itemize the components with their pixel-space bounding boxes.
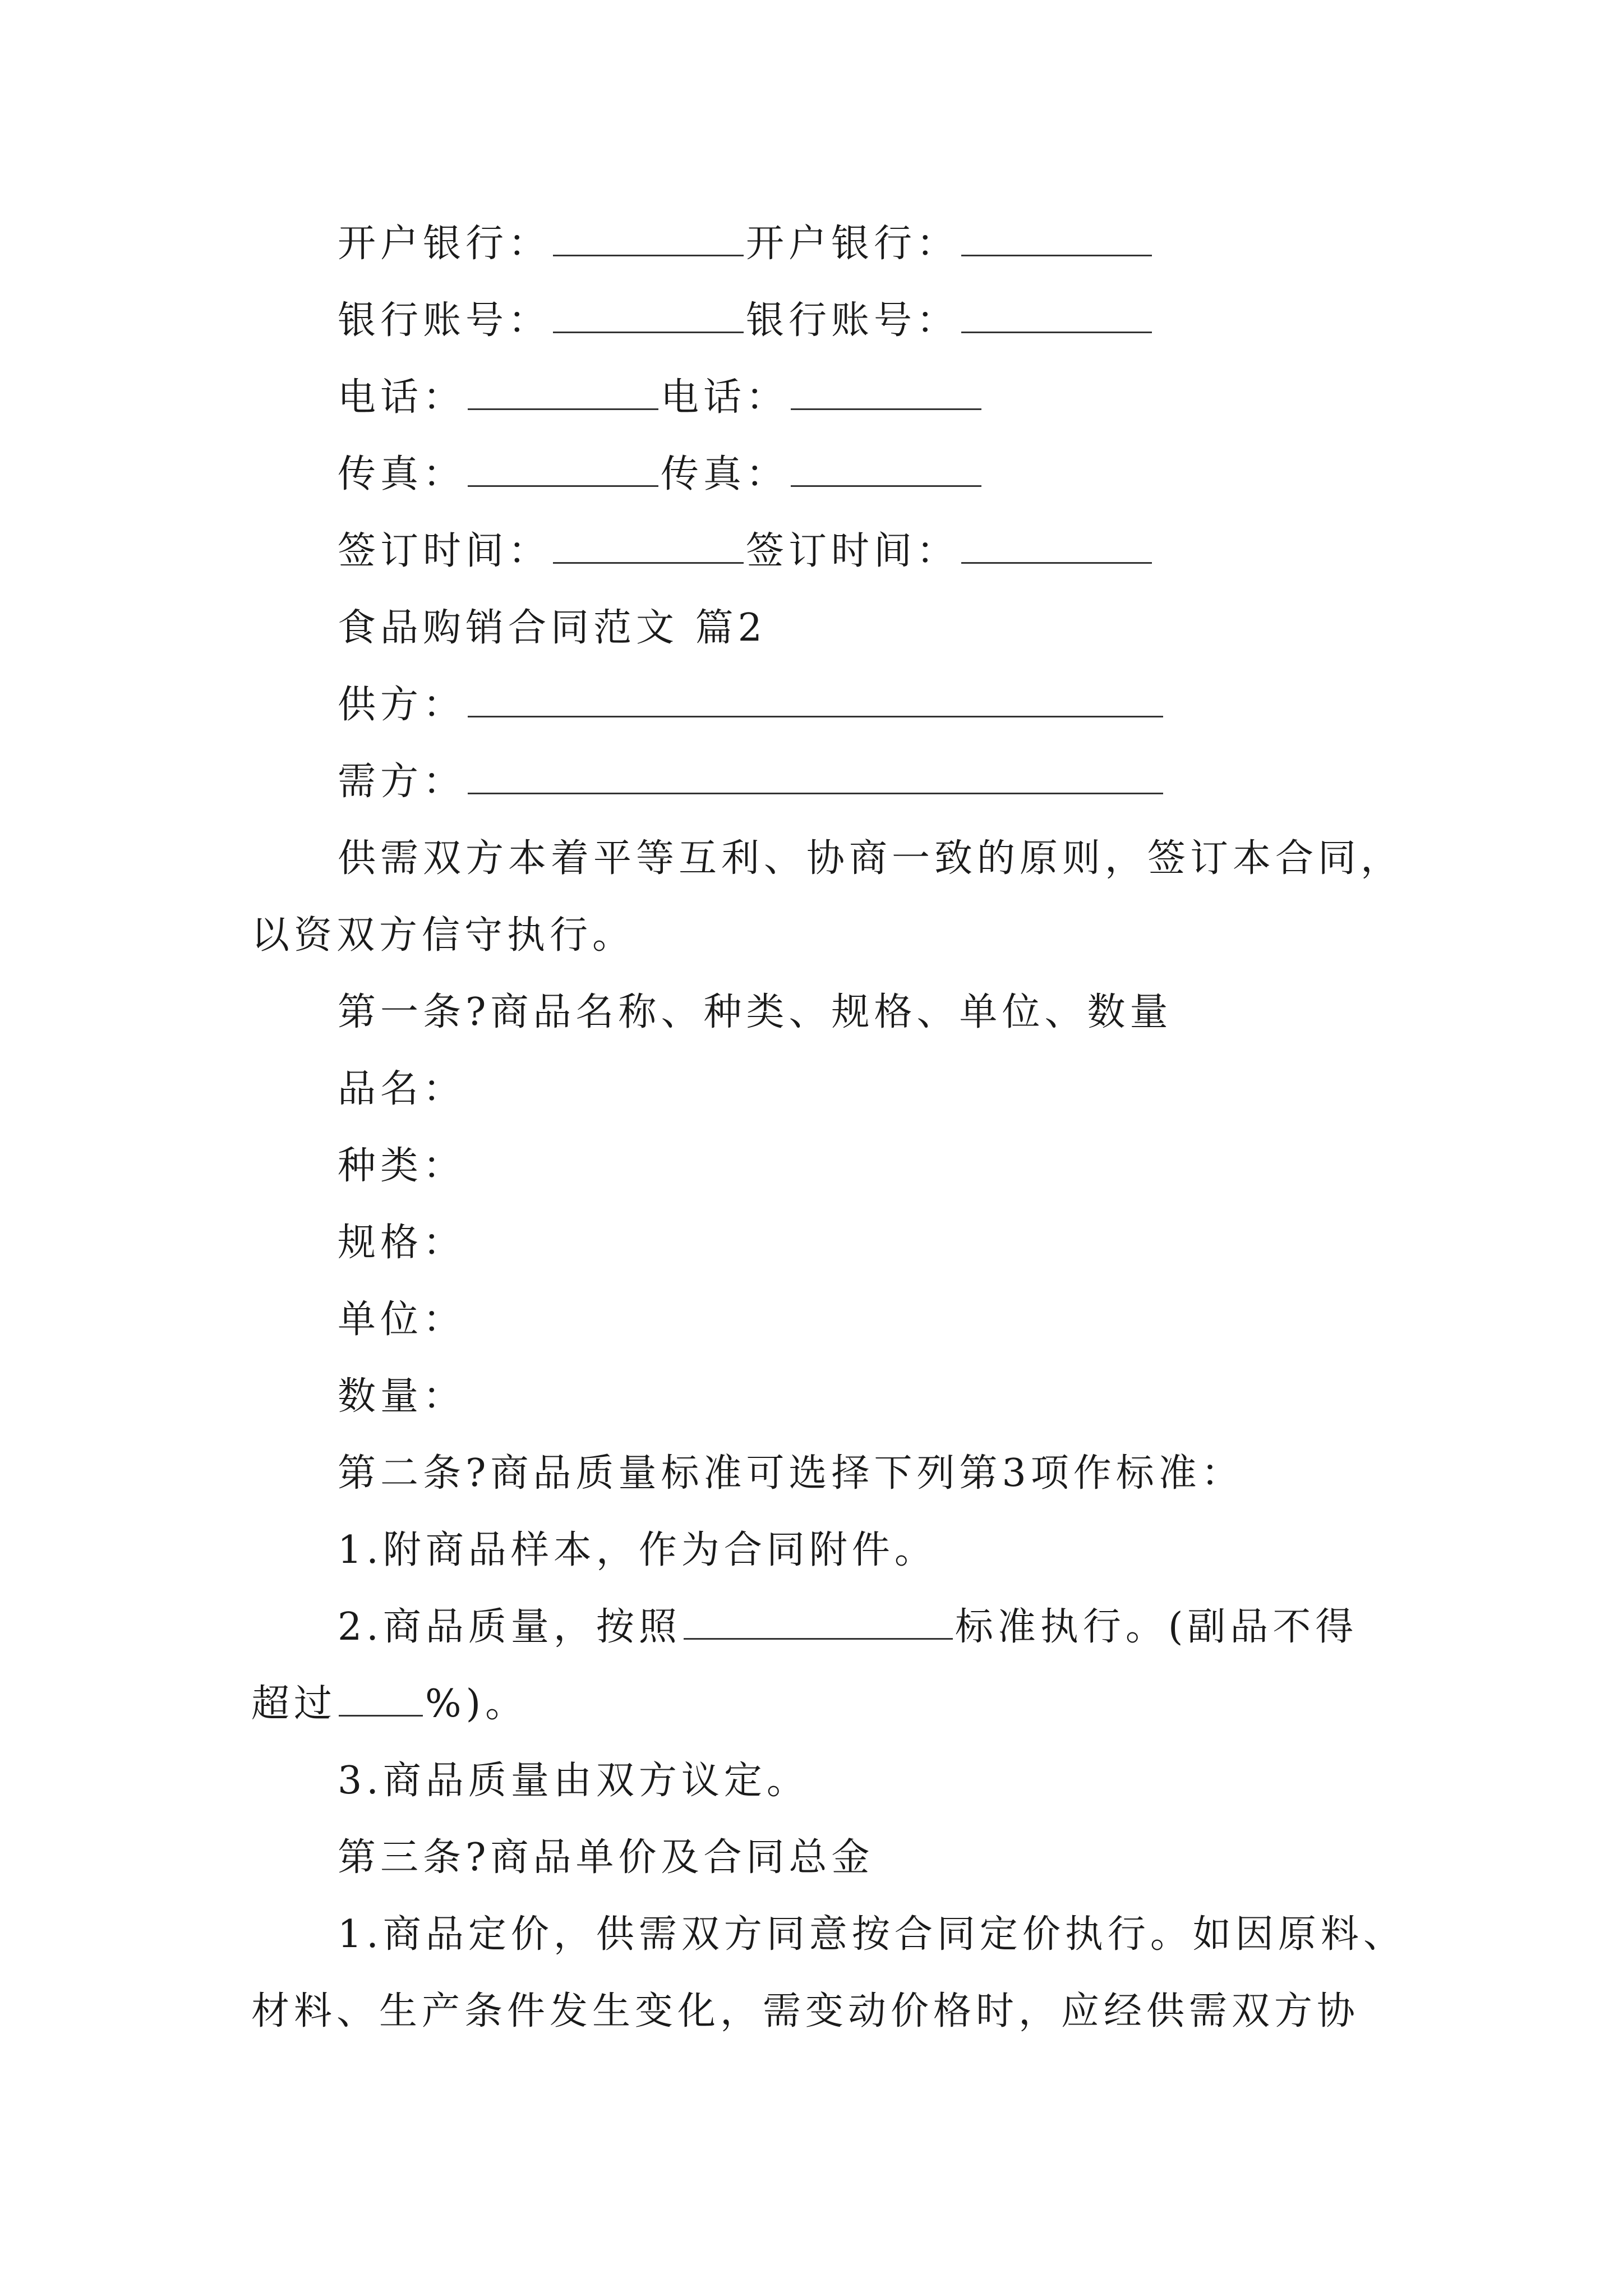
article1-item: 规格：	[338, 1221, 466, 1265]
article3-title: 第三条?商品单价及合同总金	[338, 1835, 874, 1880]
account-row	[0, 293, 1623, 349]
article2-item: 1.附商品样本，作为合同附件。	[338, 1528, 937, 1572]
fax-blank	[468, 450, 658, 487]
phone-label: 电话：	[661, 375, 789, 420]
sign-time-label: 签订时间：	[338, 529, 551, 573]
account-label: 银行账号：	[746, 298, 960, 343]
article1-item: 单位：	[338, 1297, 466, 1342]
buyer-row	[0, 754, 1623, 810]
article1-item: 种类：	[338, 1144, 466, 1188]
phone-blank	[468, 374, 658, 410]
bank-blank	[553, 220, 744, 256]
bank-label: 开户银行：	[746, 222, 960, 266]
sign-time-row	[0, 523, 1623, 579]
article1-item: 品名：	[338, 1067, 466, 1111]
account-label: 银行账号：	[338, 298, 551, 343]
fax-label: 传真：	[338, 452, 466, 496]
article1-title: 第一条?商品名称、种类、规格、单位、数量	[338, 990, 1173, 1034]
article3-paragraph-line: 1.商品定价，供需双方同意按合同定价执行。如因原料、	[338, 1912, 1406, 1957]
article2-item-text: 标准执行。(副品不得	[955, 1605, 1358, 1649]
standard-blank	[684, 1603, 953, 1640]
supplier-row	[0, 677, 1623, 733]
fax-row	[0, 447, 1623, 503]
sign-time-label: 签订时间：	[746, 529, 960, 573]
account-blank	[553, 297, 744, 333]
article2-item-text: 2.商品质量，按照	[338, 1605, 681, 1649]
bank-row	[0, 216, 1623, 272]
article3-paragraph-line: 材料、生产条件发生变化，需变动价格时，应经供需双方协	[251, 1989, 1360, 2033]
article2-item: 3.商品质量由双方议定。	[338, 1759, 809, 1803]
article2-item	[0, 1599, 1623, 1655]
phone-row	[0, 370, 1623, 426]
supplier-blank	[468, 681, 1163, 717]
fax-label: 传真：	[661, 452, 789, 496]
article2-item-continuation	[0, 1676, 1623, 1732]
buyer-blank	[468, 758, 1163, 794]
supplier-label: 供方：	[338, 683, 466, 727]
article1-item: 数量：	[338, 1374, 466, 1419]
bank-label: 开户银行：	[338, 222, 551, 266]
percent-blank	[339, 1680, 423, 1717]
intro-paragraph-line: 供需双方本着平等互利、协商一致的原则，签订本合同，	[338, 836, 1404, 881]
intro-paragraph-line: 以资双方信守执行。	[251, 913, 635, 958]
article2-title: 第二条?商品质量标准可选择下列第3项作标准：	[338, 1451, 1244, 1496]
phone-blank	[791, 374, 981, 410]
sign-time-blank	[961, 527, 1152, 564]
bank-blank	[961, 220, 1152, 256]
sign-time-blank	[553, 527, 744, 564]
article2-item-text: %)。	[425, 1682, 528, 1726]
buyer-label: 需方：	[338, 760, 466, 804]
section-title: 食品购销合同范文 篇2	[338, 606, 767, 650]
article2-item-text: 超过	[251, 1682, 337, 1726]
phone-label: 电话：	[338, 375, 466, 420]
fax-blank	[791, 450, 981, 487]
account-blank	[961, 297, 1152, 333]
